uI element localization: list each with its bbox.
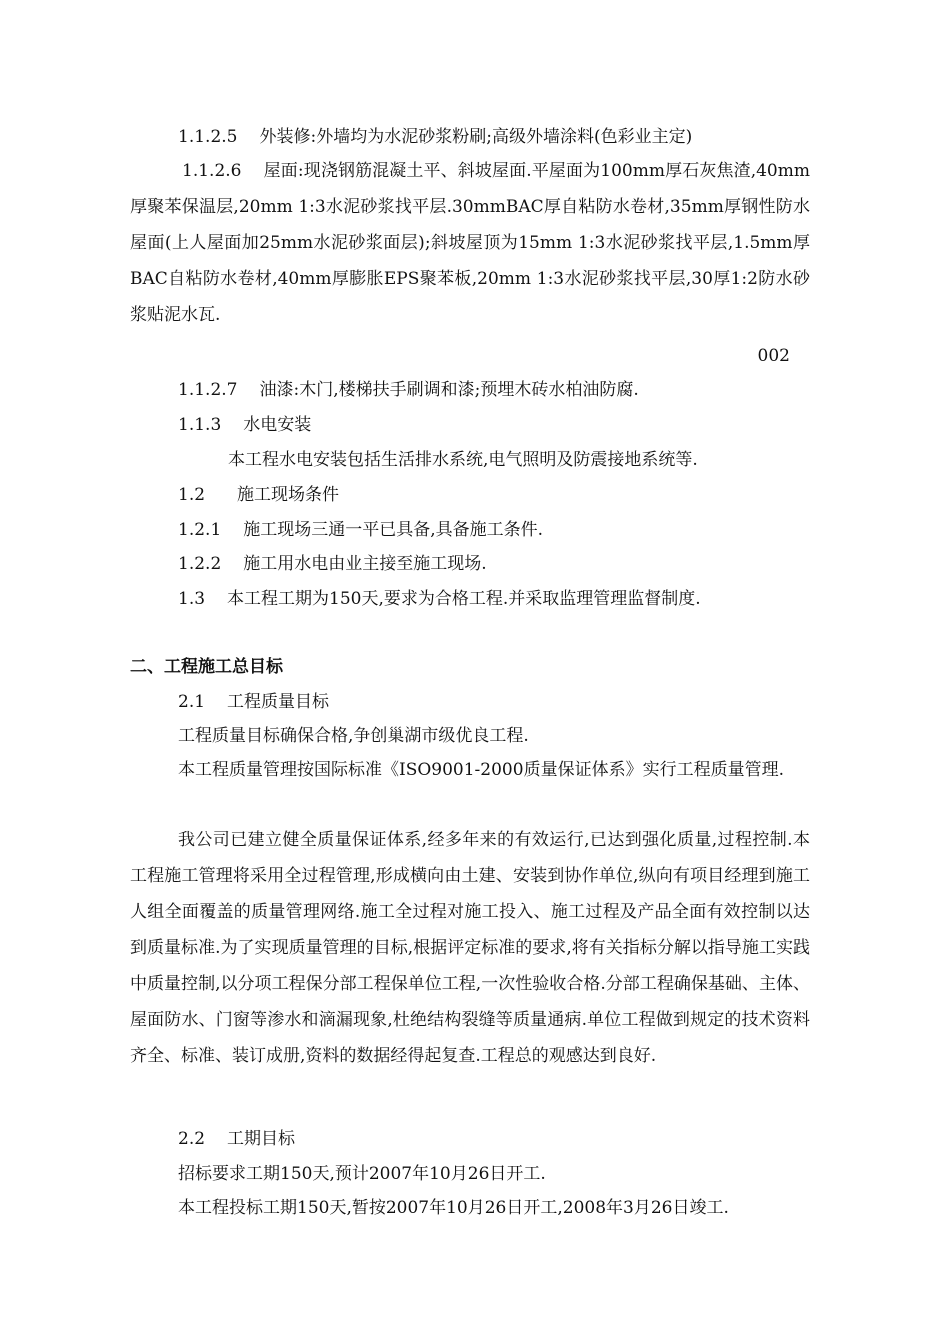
item-number: 1.2.1: [178, 520, 222, 540]
item-number: 1.2.2: [178, 554, 222, 574]
paragraph-quality-goal: 工程质量目标确保合格,争创巢湖市级优良工程.: [178, 726, 529, 746]
item-1-1-2-6: [130, 153, 810, 333]
item-text: 屋面:现浇钢筋混凝土平、斜坡屋面.平屋面为100mm厚石灰焦渣,40mm厚聚苯保温层,20mm 1:3水泥砂浆找平层.30mmBAC厚自粘防水卷材,35mm厚钢性防水屋面(上人屋面加25mm水泥砂浆面层);斜坡屋顶为15mm 1:3水泥砂浆找平层,1.5mm厚BAC自粘防水卷材,40mm厚膨胀EPS聚苯板,20mm 1:3水泥砂浆找平层,30厚1:2防水砂浆贴泥水瓦.: [130, 161, 810, 325]
item-number: 1.1.2.7: [178, 380, 238, 400]
section-heading-2: 二、工程施工总目标: [130, 657, 283, 677]
item-text: 工期目标: [227, 1129, 296, 1149]
item-number: 1.2: [178, 485, 206, 505]
paragraph-iso: 本工程质量管理按国际标准《ISO9001-2000质量保证体系》实行工程质量管理.: [178, 760, 784, 780]
item-number: 1.3: [178, 589, 206, 609]
item-1-2-1: [178, 519, 543, 541]
item-1-1-2-7: [178, 379, 639, 401]
item-number: 2.2: [178, 1129, 206, 1149]
item-text: 施工用水电由业主接至施工现场.: [243, 554, 487, 574]
item-1-1-2-5: [178, 126, 692, 148]
item-number: 1.1.2.6: [182, 161, 242, 181]
item-text: 工程质量目标: [227, 692, 330, 712]
paragraph-schedule-2: 本工程投标工期150天,暂按2007年10月26日开工,2008年3月26日竣工.: [178, 1198, 729, 1218]
page-number: 002: [757, 346, 790, 366]
item-number: 1.1.3: [178, 415, 222, 435]
item-text: 施工现场条件: [237, 485, 340, 505]
item-text: 水电安装: [243, 415, 312, 435]
item-1-2: [178, 484, 339, 506]
paragraph-water-electric: 本工程水电安装包括生活排水系统,电气照明及防震接地系统等.: [228, 450, 698, 470]
item-text: 油漆:木门,楼梯扶手刷调和漆;预埋木砖水柏油防腐.: [259, 380, 639, 400]
paragraph-schedule-1: 招标要求工期150天,预计2007年10月26日开工.: [178, 1164, 546, 1184]
item-2-2: [178, 1128, 295, 1150]
item-1-3: [178, 588, 701, 610]
paragraph-quality-system: 我公司已建立健全质量保证体系,经多年来的有效运行,已达到强化质量,过程控制.本工程施工管理将采用全过程管理,形成横向由土建、安装到协作单位,纵向有项目经理到施工人组全面覆盖的质量管理网络.施工全过程对施工投入、施工过程及产品全面有效控制以达到质量标准.为了实现质量管理的目标,根据评定标准的要求,将有关指标分解以指导施工实践中质量控制,以分项工程保分部工程保单位工程,一次性验收合格.分部工程确保基础、主体、屋面防水、门窗等渗水和滴漏现象,杜绝结构裂缝等质量通病.单位工程做到规定的技术资料齐全、标准、装订成册,资料的数据经得起复查.工程总的观感达到良好.: [130, 830, 810, 1066]
item-1-2-2: [178, 553, 487, 575]
item-text: 本工程工期为150天,要求为合格工程.并采取监理管理监督制度.: [227, 589, 701, 609]
item-text: 施工现场三通一平已具备,具备施工条件.: [243, 520, 544, 540]
item-1-1-3: [178, 414, 311, 436]
item-number: 1.1.2.5: [178, 127, 238, 147]
item-text: 外装修:外墙均为水泥砂浆粉刷;高级外墙涂料(色彩业主定): [259, 127, 693, 147]
item-2-1: [178, 691, 329, 713]
item-number: 2.1: [178, 692, 206, 712]
